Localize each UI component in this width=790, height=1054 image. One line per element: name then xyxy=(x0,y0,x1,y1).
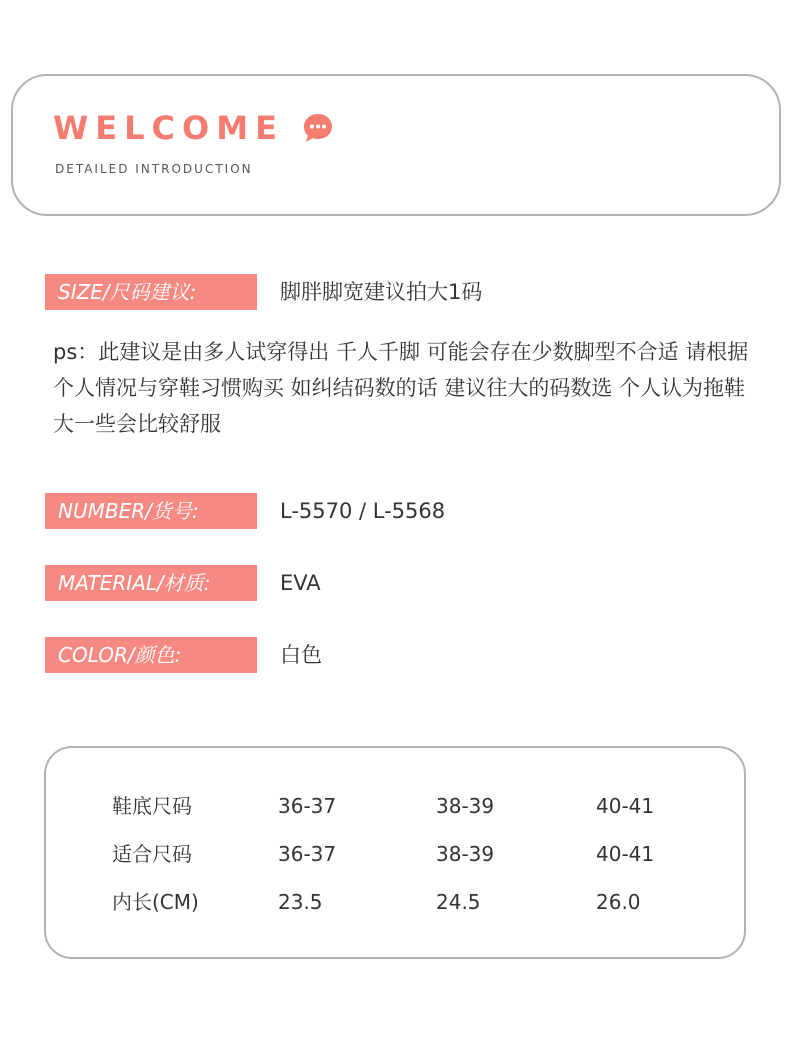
number-row xyxy=(45,493,745,529)
number-value: L-5570 / L-5568 xyxy=(280,499,446,523)
welcome-card xyxy=(11,74,781,216)
color-row xyxy=(45,637,745,673)
table-cell: 24.5 xyxy=(436,890,481,914)
table-row-header: 适合尺码 xyxy=(112,842,192,866)
chat-bubble-icon xyxy=(301,111,335,145)
table-cell: 23.5 xyxy=(278,890,323,914)
material-value: EVA xyxy=(280,571,321,595)
table-cell: 38-39 xyxy=(436,842,495,866)
table-cell: 38-39 xyxy=(436,794,495,818)
size-note: ps：此建议是由多人试穿得出 千人千脚 可能会存在少数脚型不合适 请根据个人情况与穿鞋习惯购买 如纠结码数的话 建议往大的码数选 个人认为拖鞋大一些会比较舒服 xyxy=(53,340,749,436)
number-label: NUMBER/货号: xyxy=(45,493,257,529)
material-label: MATERIAL/材质: xyxy=(45,565,257,601)
welcome-subtitle: DETAILED INTRODUCTION xyxy=(55,162,253,176)
table-cell: 36-37 xyxy=(278,842,337,866)
table-row-header: 鞋底尺码 xyxy=(112,794,192,818)
table-cell: 40-41 xyxy=(596,794,655,818)
color-value: 白色 xyxy=(280,643,322,667)
welcome-title: WELCOME xyxy=(53,109,284,147)
table-cell: 26.0 xyxy=(596,890,641,914)
size-table xyxy=(46,748,744,957)
size-label: SIZE/尺码建议: xyxy=(45,274,257,310)
color-label: COLOR/颜色: xyxy=(45,637,257,673)
table-row-header: 内长(CM) xyxy=(112,890,199,914)
table-cell: 36-37 xyxy=(278,794,337,818)
material-row xyxy=(45,565,745,601)
size-row xyxy=(45,274,745,310)
size-table-card xyxy=(44,746,746,959)
size-value: 脚胖脚宽建议拍大1码 xyxy=(280,280,483,304)
table-cell: 40-41 xyxy=(596,842,655,866)
